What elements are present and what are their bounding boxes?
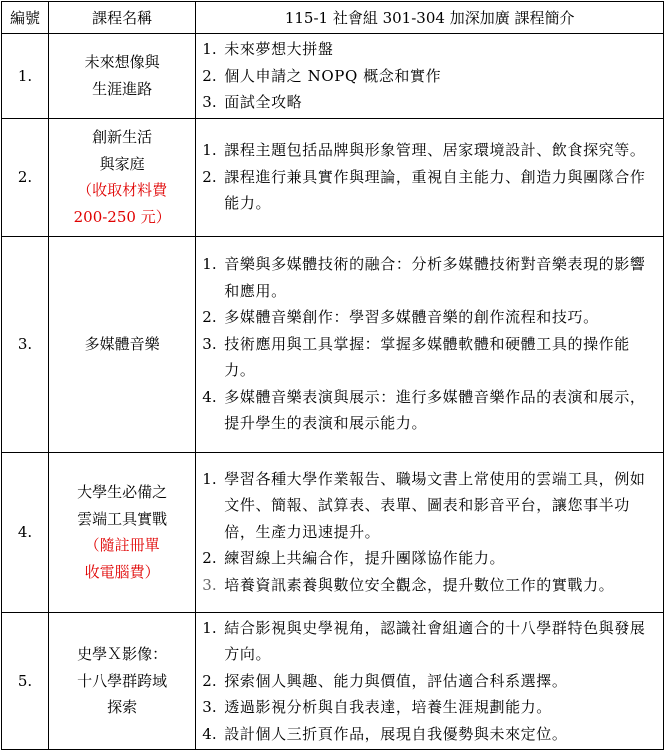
item-number: 1. — [202, 469, 217, 488]
course-name-line: 生涯進路 — [92, 79, 153, 98]
course-fee-note: 200-250 元） — [73, 207, 171, 226]
item-number: 4. — [202, 387, 217, 406]
item-text: 面試全攻略 — [224, 93, 303, 111]
item-text: 設計個人三折頁作品，展現自我優勢與未來定位。 — [224, 724, 568, 743]
description-item — [202, 721, 655, 748]
course-name-line: 與家庭 — [99, 154, 145, 173]
description-item — [202, 384, 655, 437]
course-fee-note: （隨註冊單 — [84, 536, 160, 554]
course-name-line: 創新生活 — [92, 128, 153, 146]
course-row — [2, 612, 664, 750]
course-name-line: 史學Ｘ影像： — [77, 645, 168, 663]
course-name-line: 未來想像與 — [84, 53, 160, 72]
course-description — [196, 34, 664, 119]
course-name-line: 大學生必備之 — [77, 483, 168, 501]
item-number: 3. — [202, 698, 217, 716]
description-item — [202, 668, 655, 695]
item-number: 1. — [202, 255, 217, 274]
course-row — [2, 118, 664, 236]
header-course-name: 課程名稱 — [49, 2, 196, 34]
course-row — [2, 34, 664, 119]
item-text: 個人申請之 NOPQ 概念和實作 — [224, 66, 442, 85]
item-text: 培養資訊素養與數位安全觀念，提升數位工作的實戰力。 — [224, 575, 615, 594]
item-number: 2. — [202, 549, 217, 568]
item-number: 1. — [202, 40, 217, 58]
course-number: 3. — [2, 236, 49, 452]
item-number: 3. — [202, 93, 217, 111]
description-item — [202, 251, 655, 304]
item-text: 課程主題包括品牌與形象管理、居家環境設計、飲食探究等。 — [224, 141, 646, 160]
course-fee-note: 收電腦費） — [84, 562, 160, 581]
course-row — [2, 452, 664, 612]
item-number: 2. — [202, 167, 217, 186]
item-number: 2. — [202, 671, 217, 690]
item-text: 結合影視與史學視角，認識社會組適合的十八學群特色與發展方向。 — [224, 618, 646, 663]
item-number: 2. — [202, 66, 217, 85]
description-item — [202, 572, 655, 599]
course-number: 2. — [2, 118, 49, 236]
item-text: 透過影視分析與自我表達，培養生涯規劃能力。 — [224, 698, 552, 716]
header-number: 編號 — [2, 2, 49, 34]
description-item — [202, 304, 655, 331]
item-text: 技術應用與工具掌握：掌握多媒體軟體和硬體工具的操作能力。 — [224, 334, 630, 380]
item-number: 2. — [202, 308, 217, 327]
course-name-line: 雲端工具實戰 — [77, 509, 168, 528]
course-name-cell — [49, 236, 196, 452]
course-name-line: 十八學群跨域 — [77, 671, 168, 690]
item-text: 未來夢想大拼盤 — [224, 40, 334, 58]
description-item — [202, 331, 655, 384]
description-item — [202, 89, 655, 116]
description-item — [202, 164, 655, 217]
item-text: 多媒體音樂表演與展示：進行多媒體音樂作品的表演和展示，提升學生的表演和展示能力。 — [224, 387, 646, 433]
course-name-cell — [49, 612, 196, 750]
item-number: 1. — [202, 141, 217, 160]
item-number: 4. — [202, 724, 217, 743]
description-item — [202, 63, 655, 90]
header-description: 115-1 社會組 301-304 加深加廣 課程簡介 — [196, 2, 664, 34]
item-number: 3. — [202, 575, 217, 594]
item-text: 學習各種大學作業報告、職場文書上常使用的雲端工具，例如文件、簡報、試算表、表單、圖表和影音平台，讓您事半功倍，生產力迅速提升。 — [224, 469, 646, 541]
course-row — [2, 236, 664, 452]
description-item — [202, 694, 655, 721]
course-number: 5. — [2, 612, 49, 750]
description-item — [202, 36, 655, 63]
course-name-cell — [49, 34, 196, 119]
item-text: 探索個人興趣、能力與價值，評估適合科系選擇。 — [224, 671, 568, 690]
description-item — [202, 615, 655, 668]
course-fee-note: （收取材料費 — [77, 181, 168, 199]
course-description — [196, 612, 664, 750]
header-row — [2, 2, 664, 34]
course-name-line: 多媒體音樂 — [84, 334, 160, 353]
course-name-cell — [49, 452, 196, 612]
description-item — [202, 545, 655, 572]
course-description — [196, 236, 664, 452]
description-item — [202, 137, 655, 164]
item-text: 練習線上共編合作，提升團隊協作能力。 — [224, 549, 506, 568]
course-name-cell — [49, 118, 196, 236]
course-table — [1, 1, 664, 750]
course-number: 1. — [2, 34, 49, 119]
course-name-line: 探索 — [107, 698, 138, 716]
course-number: 4. — [2, 452, 49, 612]
course-description — [196, 452, 664, 612]
item-number: 3. — [202, 334, 217, 353]
item-text: 課程進行兼具實作與理論，重視自主能力、創造力與團隊合作能力。 — [224, 167, 646, 213]
item-number: 1. — [202, 618, 217, 637]
item-text: 多媒體音樂創作：學習多媒體音樂的創作流程和技巧。 — [224, 308, 599, 327]
course-description — [196, 118, 664, 236]
description-item — [202, 466, 655, 546]
item-text: 音樂與多媒體技術的融合：分析多媒體技術對音樂表現的影響和應用。 — [224, 255, 646, 300]
